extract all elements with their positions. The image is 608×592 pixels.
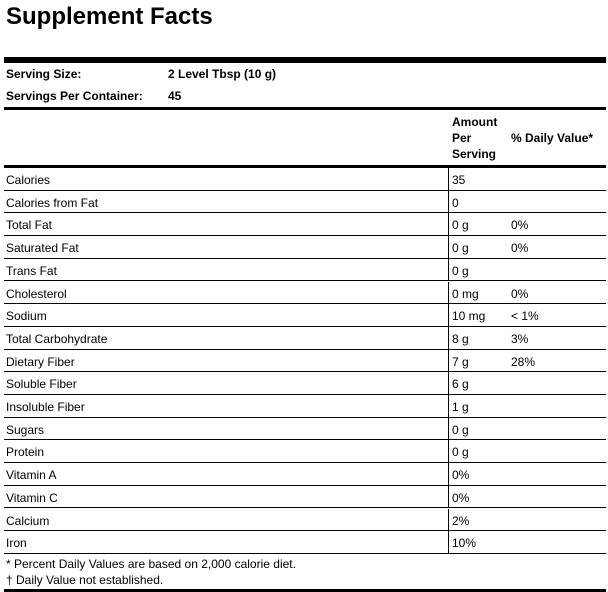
column-divider (448, 372, 449, 394)
table-row (4, 350, 606, 373)
nutrient-name: Calories from Fat (6, 195, 99, 210)
amount-header-line3: Serving (452, 147, 497, 161)
serving-size-label: Serving Size: (6, 67, 82, 81)
nutrient-name: Saturated Fat (6, 241, 79, 256)
nutrient-amount: 2% (452, 513, 470, 528)
table-row (4, 168, 606, 191)
nutrient-amount: 0% (452, 468, 470, 483)
column-divider (448, 191, 449, 213)
table-row (4, 236, 606, 259)
serving-divider-rule (4, 107, 606, 110)
nutrient-daily-value: 0% (511, 286, 529, 301)
column-divider (448, 395, 449, 417)
daily-value-header: % Daily Value* (511, 131, 594, 145)
column-divider (448, 236, 449, 258)
nutrient-name: Cholesterol (6, 286, 67, 301)
column-divider (448, 509, 449, 531)
table-row (4, 418, 606, 441)
amount-header-line2: Per (452, 131, 472, 145)
column-divider (448, 463, 449, 485)
column-divider (448, 168, 449, 190)
top-thick-rule (4, 57, 606, 63)
nutrient-name: Soluble Fiber (6, 377, 77, 392)
column-divider (448, 531, 449, 553)
column-divider (448, 486, 449, 508)
nutrient-name: Sugars (6, 422, 45, 437)
nutrient-amount: 0 g (452, 241, 469, 256)
nutrient-name: Total Fat (6, 218, 53, 233)
panel-title: Supplement Facts (6, 3, 213, 30)
nutrient-name: Trans Fat (6, 263, 57, 278)
nutrient-amount: 0 g (452, 218, 469, 233)
nutrient-amount: 7 g (452, 354, 469, 369)
nutrient-amount: 0 mg (452, 286, 479, 301)
amount-header-line1: Amount (452, 115, 498, 129)
daily-value-not-established-footnote: † Daily Value not established. (6, 573, 164, 587)
column-divider (448, 304, 449, 326)
nutrient-name: Iron (6, 536, 27, 551)
nutrient-name: Sodium (6, 309, 47, 324)
nutrient-name: Vitamin A (6, 468, 57, 483)
nutrient-amount: 6 g (452, 377, 469, 392)
table-row (4, 259, 606, 282)
servings-per-container-label: Servings Per Container: (6, 89, 143, 103)
table-row (4, 213, 606, 236)
nutrient-name: Protein (6, 445, 45, 460)
table-row (4, 440, 606, 463)
nutrient-name: Dietary Fiber (6, 354, 75, 369)
serving-size-value: 2 Level Tbsp (10 g) (168, 67, 277, 81)
table-row (4, 372, 606, 395)
nutrient-amount: 10% (452, 536, 477, 551)
nutrient-amount: 0 g (452, 263, 469, 278)
nutrient-name: Total Carbohydrate (6, 331, 108, 346)
table-row (4, 191, 606, 214)
nutrient-name: Vitamin C (6, 490, 58, 505)
nutrient-amount: 0 (452, 195, 459, 210)
nutrient-amount: 1 g (452, 400, 469, 414)
column-divider (448, 350, 449, 372)
nutrient-amount: 8 g (452, 331, 469, 346)
column-divider (448, 418, 449, 440)
table-row (4, 531, 606, 554)
nutrient-name: Insoluble Fiber (6, 400, 85, 414)
table-row (4, 509, 606, 532)
column-divider (448, 259, 449, 281)
nutrient-amount: 0% (452, 490, 470, 505)
nutrient-daily-value: 0% (511, 218, 529, 233)
nutrient-daily-value: 28% (511, 354, 536, 369)
amount-per-serving-header (452, 114, 512, 162)
column-divider (448, 213, 449, 235)
table-row (4, 282, 606, 305)
nutrient-daily-value: < 1% (511, 309, 539, 324)
table-row (4, 486, 606, 509)
nutrient-amount: 0 g (452, 422, 469, 437)
servings-per-container-value: 45 (168, 89, 182, 103)
nutrient-daily-value: 0% (511, 241, 529, 256)
column-divider (448, 282, 449, 304)
nutrient-name: Calories (6, 173, 51, 187)
nutrient-amount: 35 (452, 173, 466, 187)
table-row (4, 304, 606, 327)
nutrient-daily-value: 3% (511, 331, 529, 346)
nutrient-amount: 10 mg (452, 309, 486, 324)
table-row (4, 327, 606, 350)
table-row (4, 395, 606, 418)
nutrient-name: Calcium (6, 513, 50, 528)
percent-daily-footnote: * Percent Daily Values are based on 2,000 calorie diet. (6, 557, 296, 571)
nutrient-amount: 0 g (452, 445, 469, 460)
column-divider (448, 327, 449, 349)
column-divider (448, 440, 449, 462)
table-row (4, 463, 606, 486)
